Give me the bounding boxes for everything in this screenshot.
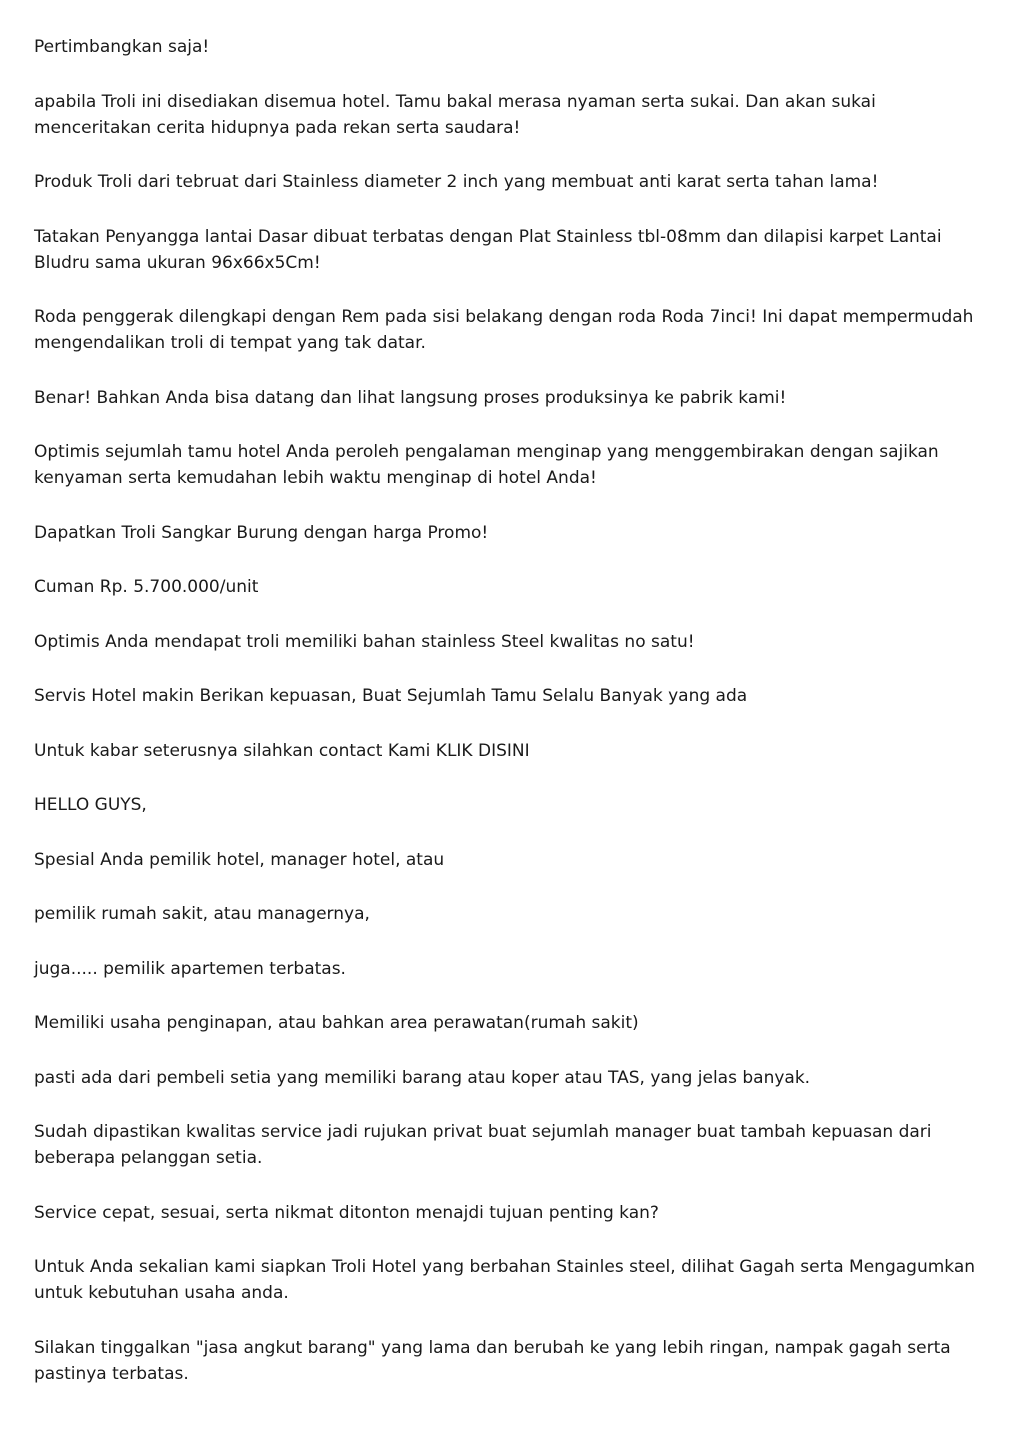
price-paragraph: Cuman Rp. 5.700.000/unit: [34, 577, 259, 597]
paragraph: Optimis Anda mendapat troli memiliki bahan stainless Steel kwalitas no satu!: [34, 631, 695, 652]
paragraph: Servis Hotel makin Berikan kepuasan, Buat Sejumlah Tamu Selalu Banyak yang ada: [34, 686, 748, 706]
paragraph: pasti ada dari pembeli setia yang memiliki barang atau koper atau TAS, yang jelas banyak.: [34, 1067, 811, 1088]
paragraph: Untuk Anda sekalian kami siapkan Troli Hotel yang berbahan Stainles steel, dilihat Gagah serta Mengagumkan untuk kebutuhan usaha anda.: [34, 1257, 976, 1303]
paragraph: Dapatkan Troli Sangkar Burung dengan harga Promo!: [34, 522, 489, 543]
paragraph: juga..... pemilik apartemen terbatas.: [34, 958, 346, 979]
paragraph: Benar! Bahkan Anda bisa datang dan lihat langsung proses produksinya ke pabrik kami!: [34, 387, 787, 408]
document-body: [34, 34, 992, 1415]
paragraph: Roda penggerak dilengkapi dengan Rem pada sisi belakang dengan roda Roda 7inci! Ini dapat mempermudah mengendalikan troli di tempat yang tak datar.: [34, 307, 974, 353]
paragraph: pemilik rumah sakit, atau managernya,: [34, 904, 370, 924]
paragraph: Sudah dipastikan kwalitas service jadi rujukan privat buat sejumlah manager buat tambah kepuasan dari beberapa pelanggan setia.: [34, 1122, 932, 1168]
paragraph: Memiliki usaha penginapan, atau bahkan area perawatan(rumah sakit): [34, 1013, 639, 1033]
contact-paragraph: Untuk kabar seterusnya silahkan contact Kami KLIK DISINI: [34, 740, 530, 761]
paragraph: Optimis sejumlah tamu hotel Anda peroleh pengalaman menginap yang menggembirakan dengan sajikan kenyaman serta kemudahan lebih waktu menginap di hotel Anda!: [34, 442, 939, 488]
greeting-paragraph: HELLO GUYS,: [34, 795, 147, 815]
paragraph: Pertimbangkan saja!: [34, 37, 210, 57]
paragraph: Service cepat, sesuai, serta nikmat ditonton menajdi tujuan penting kan?: [34, 1202, 659, 1223]
paragraph: Spesial Anda pemilik hotel, manager hotel, atau: [34, 849, 445, 870]
paragraph: Silakan tinggalkan "jasa angkut barang" yang lama dan berubah ke yang lebih ringan, nampak gagah serta pastinya terbatas.: [34, 1337, 951, 1384]
paragraph: Produk Troli dari tebruat dari Stainless diameter 2 inch yang membuat anti karat serta tahan lama!: [34, 172, 879, 192]
paragraph: apabila Troli ini disediakan disemua hotel. Tamu bakal merasa nyaman serta sukai. Dan akan sukai menceritakan cerita hidupnya pada rekan serta saudara!: [34, 91, 876, 138]
paragraph: Tatakan Penyangga lantai Dasar dibuat terbatas dengan Plat Stainless tbl-08mm dan dilapisi karpet Lantai Bludru sama ukuran 96x66x5Cm!: [34, 226, 942, 273]
